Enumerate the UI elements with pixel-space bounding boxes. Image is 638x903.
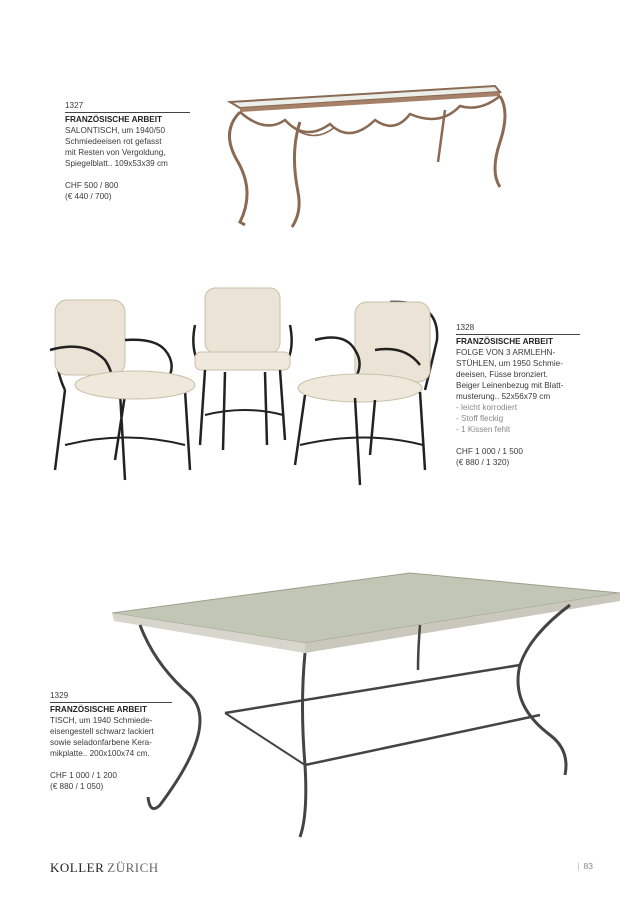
lot-desc-line: FOLGE VON 3 ARMLEHN- [456, 348, 556, 357]
lot-title: FRANZÖSISCHE ARBEIT [50, 702, 172, 715]
price-chf: CHF 500 / 800 [65, 181, 119, 190]
lot-price [456, 446, 580, 468]
lot-desc-line: Spiegelblatt.. 109x53x39 cm [65, 159, 168, 168]
armchair-middle [193, 288, 291, 450]
brand-name: KOLLER [50, 860, 105, 875]
lot-desc-line: eisengestell schwarz lackiert [50, 727, 154, 736]
lot-title: FRANZÖSISCHE ARBEIT [65, 112, 190, 125]
brand-city: ZÜRICH [107, 860, 159, 875]
koller-logo [50, 860, 159, 876]
lot-desc-line: sowie seladonfarbene Kera- [50, 738, 152, 747]
armchair-left [50, 300, 195, 480]
lot-desc-line: deeisen, Füsse bronziert. [456, 370, 548, 379]
condition-note: - Stoff fleckig [456, 414, 504, 423]
page-separator: | [577, 861, 580, 871]
lot-desc-line: SALONTISCH, um 1940/50 [65, 126, 166, 135]
lot-desc-line: musterung.. 52x56x79 cm [456, 392, 551, 401]
condition-note: - leicht korrodiert [456, 403, 517, 412]
price-eur: (€ 880 / 1 320) [456, 458, 510, 467]
lot-number: 1327 [65, 101, 84, 110]
lot-title: FRANZÖSISCHE ARBEIT [456, 334, 580, 347]
lot-number: 1328 [456, 323, 475, 332]
lot-desc-line: Schmiedeeisen rot gefasst [65, 137, 162, 146]
lot-1328 [456, 322, 580, 468]
price-eur: (€ 880 / 1 050) [50, 782, 104, 791]
lot-desc-line: mikplatte.. 200x100x74 cm. [50, 749, 150, 758]
price-chf: CHF 1 000 / 1 500 [456, 447, 523, 456]
lot-1327 [65, 100, 190, 202]
page-number-value: 83 [583, 861, 593, 871]
salon-table-image [210, 72, 530, 232]
price-chf: CHF 1 000 / 1 200 [50, 771, 117, 780]
lot-desc-line: STÜHLEN, um 1950 Schmie- [456, 359, 563, 368]
lot-desc-line: Beiger Leinenbezug mit Blatt- [456, 381, 564, 390]
lot-desc-line: mit Resten von Vergoldung, [65, 148, 166, 157]
armchair-right [295, 302, 437, 485]
condition-note: - 1 Kissen fehlt [456, 425, 511, 434]
lot-price [65, 180, 190, 202]
lot-1329 [50, 690, 172, 792]
lot-desc-line: TISCH, um 1940 Schmiede- [50, 716, 153, 725]
lot-number: 1329 [50, 691, 69, 700]
page-number [577, 861, 593, 871]
lot-condition-notes [456, 402, 580, 435]
lot-price [50, 770, 172, 792]
armchairs-image [45, 280, 445, 490]
dining-table-image [100, 565, 630, 865]
price-eur: (€ 440 / 700) [65, 192, 112, 201]
